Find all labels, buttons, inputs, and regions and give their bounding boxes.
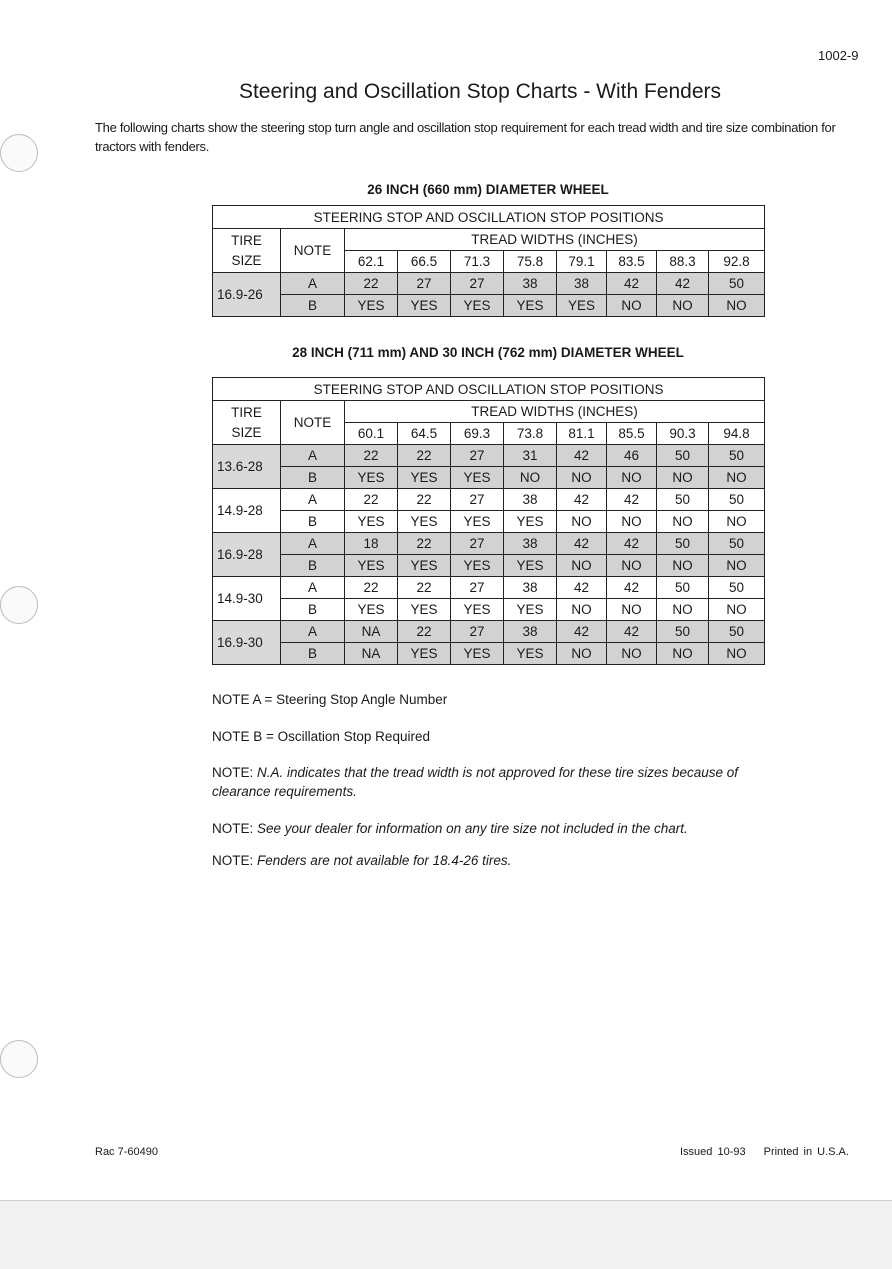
tread-width: 75.8 bbox=[504, 251, 557, 273]
note-fenders bbox=[212, 851, 782, 870]
tread-width: 66.5 bbox=[398, 251, 451, 273]
tire-size-header bbox=[213, 401, 281, 445]
tread-widths-header: TREAD WIDTHS (INCHES) bbox=[345, 229, 765, 251]
value-cell: 50 bbox=[657, 489, 709, 511]
note-dealer-text: See your dealer for information on any tire size not included in the chart. bbox=[257, 821, 688, 836]
tread-width: 85.5 bbox=[607, 423, 657, 445]
value-cell: NO bbox=[607, 511, 657, 533]
value-cell: NO bbox=[657, 467, 709, 489]
note-na bbox=[212, 763, 782, 801]
tire-header-line1: TIRE bbox=[231, 404, 262, 420]
value-cell: NO bbox=[657, 599, 709, 621]
value-cell: 22 bbox=[345, 273, 398, 295]
value-cell: YES bbox=[504, 511, 557, 533]
value-cell: 50 bbox=[657, 533, 709, 555]
tread-width: 81.1 bbox=[557, 423, 607, 445]
value-cell: 50 bbox=[709, 273, 765, 295]
value-cell: 18 bbox=[345, 533, 398, 555]
tire-header-line2: SIZE bbox=[231, 424, 262, 440]
note-cell: A bbox=[281, 489, 345, 511]
table-row bbox=[213, 577, 765, 599]
note-cell: B bbox=[281, 511, 345, 533]
value-cell: 38 bbox=[504, 489, 557, 511]
value-cell: 42 bbox=[607, 533, 657, 555]
table-row bbox=[213, 533, 765, 555]
value-cell: 42 bbox=[557, 445, 607, 467]
note-dealer bbox=[212, 819, 782, 838]
note-dealer-label: NOTE: bbox=[212, 821, 254, 836]
tread-width: 73.8 bbox=[504, 423, 557, 445]
value-cell: YES bbox=[451, 599, 504, 621]
value-cell: 42 bbox=[557, 621, 607, 643]
value-cell: NO bbox=[657, 295, 709, 317]
value-cell: 42 bbox=[607, 621, 657, 643]
value-cell: YES bbox=[451, 643, 504, 665]
tire-header-line2: SIZE bbox=[231, 252, 262, 268]
value-cell: 22 bbox=[398, 489, 451, 511]
value-cell: 22 bbox=[398, 533, 451, 555]
note-fenders-label: NOTE: bbox=[212, 853, 254, 868]
table2-heading: 28 INCH (711 mm) AND 30 INCH (762 mm) DIAMETER WHEEL bbox=[292, 345, 684, 360]
value-cell: 27 bbox=[451, 577, 504, 599]
value-cell: 38 bbox=[504, 533, 557, 555]
value-cell: 22 bbox=[398, 445, 451, 467]
tire-size-cell: 16.9-28 bbox=[213, 533, 281, 577]
value-cell: 27 bbox=[451, 273, 504, 295]
value-cell: YES bbox=[345, 599, 398, 621]
value-cell: NO bbox=[504, 467, 557, 489]
note-fenders-text: Fenders are not available for 18.4-26 tires. bbox=[257, 853, 512, 868]
value-cell: YES bbox=[398, 599, 451, 621]
table-row bbox=[213, 621, 765, 643]
value-cell: 42 bbox=[607, 273, 657, 295]
value-cell: NO bbox=[557, 599, 607, 621]
value-cell: YES bbox=[398, 555, 451, 577]
value-cell: YES bbox=[398, 295, 451, 317]
table-row bbox=[213, 273, 765, 295]
value-cell: NO bbox=[709, 467, 765, 489]
table1-heading: 26 INCH (660 mm) DIAMETER WHEEL bbox=[367, 182, 609, 197]
value-cell: 42 bbox=[607, 489, 657, 511]
table1 bbox=[212, 205, 765, 317]
value-cell: 22 bbox=[345, 489, 398, 511]
footer-issue-info bbox=[680, 1146, 849, 1158]
value-cell: YES bbox=[345, 511, 398, 533]
table-row bbox=[213, 295, 765, 317]
value-cell: 27 bbox=[451, 445, 504, 467]
value-cell: NO bbox=[657, 555, 709, 577]
value-cell: YES bbox=[451, 467, 504, 489]
value-cell: 42 bbox=[557, 533, 607, 555]
footer-printed: Printed in U.S.A. bbox=[763, 1146, 849, 1158]
value-cell: 22 bbox=[398, 621, 451, 643]
header-row bbox=[213, 229, 765, 251]
note-a: NOTE A = Steering Stop Angle Number bbox=[212, 692, 448, 707]
value-cell: YES bbox=[504, 295, 557, 317]
value-cell: YES bbox=[398, 467, 451, 489]
value-cell: NO bbox=[557, 643, 607, 665]
footer-code: Rac 7-60490 bbox=[95, 1146, 158, 1158]
value-cell: 50 bbox=[709, 577, 765, 599]
value-cell: NO bbox=[557, 555, 607, 577]
value-cell: YES bbox=[345, 555, 398, 577]
note-na-label: NOTE: bbox=[212, 765, 254, 780]
tire-header-line1: TIRE bbox=[231, 232, 262, 248]
table-row bbox=[213, 511, 765, 533]
value-cell: 50 bbox=[657, 445, 709, 467]
value-cell: YES bbox=[557, 295, 607, 317]
tread-width: 92.8 bbox=[709, 251, 765, 273]
value-cell: YES bbox=[398, 643, 451, 665]
binder-hole-middle bbox=[0, 586, 38, 624]
tread-width: 64.5 bbox=[398, 423, 451, 445]
tread-widths-header: TREAD WIDTHS (INCHES) bbox=[345, 401, 765, 423]
note-cell: B bbox=[281, 295, 345, 317]
value-cell: YES bbox=[345, 467, 398, 489]
value-cell: 27 bbox=[451, 621, 504, 643]
tread-width: 94.8 bbox=[709, 423, 765, 445]
value-cell: 50 bbox=[709, 489, 765, 511]
value-cell: 27 bbox=[398, 273, 451, 295]
table2 bbox=[212, 377, 765, 665]
value-cell: NO bbox=[607, 295, 657, 317]
value-cell: 27 bbox=[451, 533, 504, 555]
value-cell: NA bbox=[345, 643, 398, 665]
value-cell: NO bbox=[657, 643, 709, 665]
value-cell: NO bbox=[607, 643, 657, 665]
value-cell: NO bbox=[709, 643, 765, 665]
value-cell: NO bbox=[607, 599, 657, 621]
tire-size-cell: 16.9-26 bbox=[213, 273, 281, 317]
value-cell: 22 bbox=[398, 577, 451, 599]
value-cell: 50 bbox=[709, 445, 765, 467]
note-cell: A bbox=[281, 533, 345, 555]
header-row bbox=[213, 378, 765, 401]
value-cell: 22 bbox=[345, 445, 398, 467]
value-cell: 42 bbox=[657, 273, 709, 295]
value-cell: YES bbox=[504, 643, 557, 665]
note-cell: A bbox=[281, 273, 345, 295]
value-cell: 22 bbox=[345, 577, 398, 599]
tread-width: 71.3 bbox=[451, 251, 504, 273]
tread-width: 88.3 bbox=[657, 251, 709, 273]
value-cell: YES bbox=[451, 555, 504, 577]
value-cell: 31 bbox=[504, 445, 557, 467]
note-cell: A bbox=[281, 621, 345, 643]
tread-width: 62.1 bbox=[345, 251, 398, 273]
page-title: Steering and Oscillation Stop Charts - With Fenders bbox=[238, 80, 722, 103]
page-number: 1002-9 bbox=[818, 48, 859, 63]
bottom-scan-strip bbox=[0, 1200, 892, 1269]
value-cell: 38 bbox=[557, 273, 607, 295]
value-cell: 42 bbox=[557, 577, 607, 599]
binder-hole-top bbox=[0, 134, 38, 172]
note-cell: B bbox=[281, 643, 345, 665]
value-cell: 38 bbox=[504, 577, 557, 599]
tread-width: 60.1 bbox=[345, 423, 398, 445]
note-cell: B bbox=[281, 467, 345, 489]
value-cell: YES bbox=[345, 295, 398, 317]
value-cell: 38 bbox=[504, 273, 557, 295]
value-cell: NO bbox=[709, 555, 765, 577]
value-cell: NO bbox=[709, 599, 765, 621]
value-cell: YES bbox=[398, 511, 451, 533]
tire-size-cell: 16.9-30 bbox=[213, 621, 281, 665]
value-cell: NO bbox=[607, 555, 657, 577]
tire-size-cell: 13.6-28 bbox=[213, 445, 281, 489]
value-cell: NO bbox=[709, 295, 765, 317]
value-cell: YES bbox=[504, 555, 557, 577]
value-cell: YES bbox=[451, 511, 504, 533]
note-header: NOTE bbox=[281, 401, 345, 445]
value-cell: NO bbox=[557, 511, 607, 533]
value-cell: 27 bbox=[451, 489, 504, 511]
table-row bbox=[213, 489, 765, 511]
table-row bbox=[213, 599, 765, 621]
tread-width: 69.3 bbox=[451, 423, 504, 445]
value-cell: NO bbox=[557, 467, 607, 489]
value-cell: 46 bbox=[607, 445, 657, 467]
value-cell: NO bbox=[709, 511, 765, 533]
table-row bbox=[213, 467, 765, 489]
value-cell: YES bbox=[451, 295, 504, 317]
note-cell: B bbox=[281, 555, 345, 577]
tire-size-cell: 14.9-28 bbox=[213, 489, 281, 533]
value-cell: 50 bbox=[657, 577, 709, 599]
tire-size-header bbox=[213, 229, 281, 273]
table-row bbox=[213, 555, 765, 577]
table-row bbox=[213, 445, 765, 467]
note-b: NOTE B = Oscillation Stop Required bbox=[212, 729, 430, 744]
binder-hole-bottom bbox=[0, 1040, 38, 1078]
note-na-text: N.A. indicates that the tread width is not approved for these tire sizes because of clearance requirements. bbox=[212, 765, 739, 799]
note-cell: B bbox=[281, 599, 345, 621]
header-row bbox=[213, 206, 765, 229]
header-row bbox=[213, 401, 765, 423]
value-cell: 50 bbox=[657, 621, 709, 643]
tread-width: 79.1 bbox=[557, 251, 607, 273]
tread-width: 83.5 bbox=[607, 251, 657, 273]
value-cell: NA bbox=[345, 621, 398, 643]
value-cell: 42 bbox=[607, 577, 657, 599]
tread-width: 90.3 bbox=[657, 423, 709, 445]
section-header: STEERING STOP AND OSCILLATION STOP POSITIONS bbox=[213, 378, 765, 401]
note-cell: A bbox=[281, 577, 345, 599]
value-cell: 50 bbox=[709, 621, 765, 643]
section-header: STEERING STOP AND OSCILLATION STOP POSITIONS bbox=[213, 206, 765, 229]
table-row bbox=[213, 643, 765, 665]
value-cell: 42 bbox=[557, 489, 607, 511]
value-cell: YES bbox=[504, 599, 557, 621]
note-header: NOTE bbox=[281, 229, 345, 273]
footer-issued: Issued 10-93 bbox=[680, 1146, 746, 1158]
value-cell: 38 bbox=[504, 621, 557, 643]
value-cell: NO bbox=[657, 511, 709, 533]
intro-paragraph: The following charts show the steering stop turn angle and oscillation stop requirement for each tread width and tire size combination for tractors with fenders. bbox=[95, 120, 836, 154]
value-cell: 50 bbox=[709, 533, 765, 555]
value-cell: NO bbox=[607, 467, 657, 489]
tire-size-cell: 14.9-30 bbox=[213, 577, 281, 621]
note-cell: A bbox=[281, 445, 345, 467]
